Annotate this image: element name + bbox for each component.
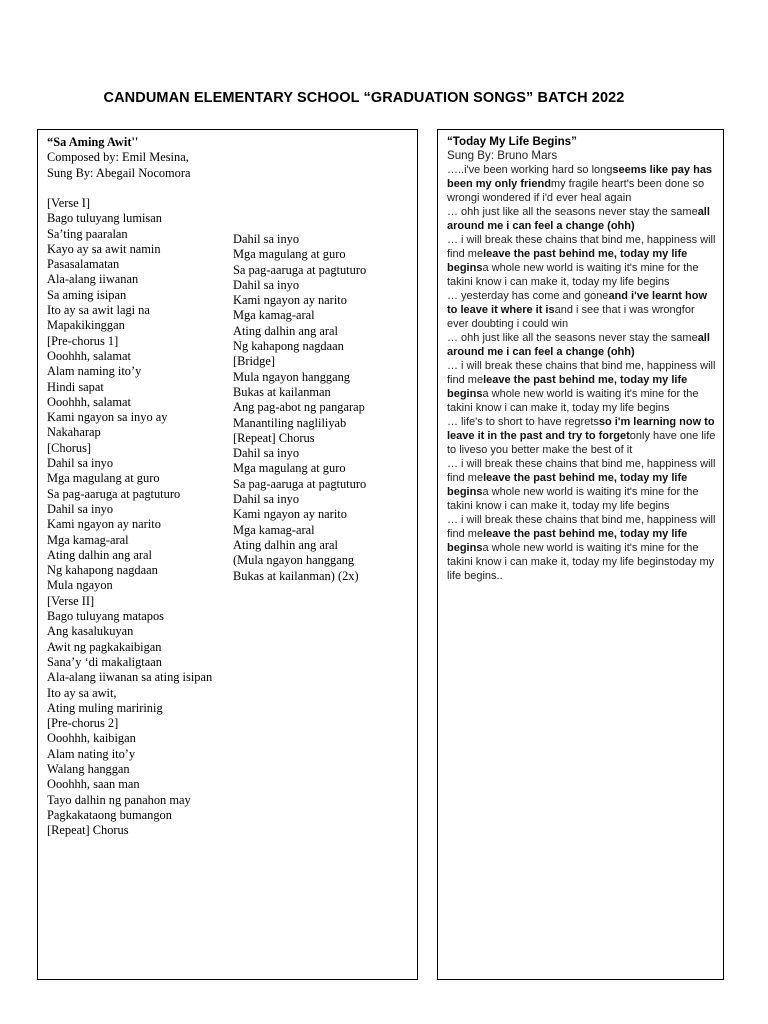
lyric-segment: my fragile heart's been done so wrongi wondered if i'd ever heal again (447, 178, 705, 204)
lyric-line: Kami ngayon ay narito (233, 507, 347, 522)
song-box-today-my-life-begins (437, 129, 724, 980)
lyric-stanza (447, 415, 719, 457)
lyric-line: Nakaharap (47, 425, 101, 440)
singer-credit: Sung By: Abegail Nocomora (47, 165, 191, 180)
lyric-stanza (447, 205, 719, 233)
lyric-line: Pagkakataong bumangon (47, 807, 172, 822)
lyric-line: Ang pag-abot ng pangarap (233, 400, 365, 415)
lyric-line: Sa pag-aaruga at pagtuturo (233, 262, 367, 277)
lyric-stanza (447, 331, 719, 359)
lyric-bold-segment: all around me i can feel a change (ohh) (447, 332, 710, 358)
song-box-sa-aming-awit (37, 129, 418, 980)
lyric-line: Dahil sa inyo (233, 446, 300, 461)
lyric-line: Bukas at kailanman) (2x) (233, 568, 359, 583)
lyric-line: Sa’ting paaralan (47, 226, 128, 241)
lyric-segment: … i will break these chains that bind me, happiness will find me (447, 458, 716, 484)
lyric-line: Mga kamag-aral (233, 522, 315, 537)
lyrics-column-2 (233, 232, 413, 584)
lyric-segment: and i see that i was wrongfor ever doubting i could win (447, 304, 695, 330)
lyric-line: Ating muling maririnig (47, 700, 163, 715)
lyric-line: Mga magulang at guro (47, 471, 160, 486)
lyric-line: Ala-alang iiwanan (47, 272, 139, 287)
lyric-line: Mga magulang at guro (233, 247, 346, 262)
lyric-bold-segment: leave the past behind me, today my life begins (447, 528, 688, 554)
lyric-line: Sana’y ‘di makaligtaan (47, 654, 162, 669)
lyric-segment: … life's to short to have regrets (447, 416, 599, 428)
lyric-line: [Chorus] (47, 440, 92, 455)
lyric-line: Alam naming ito’y (47, 364, 142, 379)
lyric-line: Sa pag-aaruga at pagtuturo (233, 476, 367, 491)
lyric-bold-segment: and i've learnt how to leave it where it is (447, 290, 708, 316)
lyric-stanza (447, 359, 719, 415)
lyric-line: Hindi sapat (47, 379, 104, 394)
lyric-line: Kayo ay sa awit namin (47, 241, 161, 256)
lyric-segment: … yesterday has come and gone (447, 290, 609, 302)
lyric-line: Tayo dalhin ng panahon may (47, 792, 191, 807)
lyric-line: Bago tuluyang matapos (47, 609, 165, 624)
lyric-line: [Verse II] (47, 593, 95, 608)
lyric-line: Ooohhh, salamat (47, 394, 131, 409)
lyric-segment: a whole new world is waiting it's mine for the takini know i can make it, today my life begins (447, 486, 699, 512)
lyric-line: Ating dalhin ang aral (233, 323, 338, 338)
lyric-line: Ala-alang iiwanan sa ating isipan (47, 670, 213, 685)
document-title: CANDUMAN ELEMENTARY SCHOOL “GRADUATION SONGS” BATCH 2022 (103, 90, 625, 106)
song-title: “Today My Life Begins” (447, 135, 577, 148)
lyric-line: [Repeat] Chorus (233, 430, 315, 445)
lyric-line: Sa aming isipan (47, 287, 127, 302)
lyric-line: [Verse I] (47, 196, 90, 210)
lyric-segment: only have one life to liveso you better make the best of it (447, 430, 716, 456)
song-content (447, 135, 719, 583)
lyric-line: [Repeat] Chorus (47, 823, 129, 838)
lyric-line: Mapakikinggan (47, 318, 125, 333)
lyric-line: Kami ngayon sa inyo ay (47, 410, 168, 425)
lyric-line: Bago tuluyang lumisan (47, 211, 162, 226)
lyric-line: Mula ngayon (47, 578, 113, 593)
lyric-segment: … ohh just like all the seasons never stay the same (447, 332, 698, 344)
lyric-bold-segment: leave the past behind me, today my life begins (447, 374, 688, 400)
lyric-segment: a whole new world is waiting it's mine for the takini know i can make it, today my life beginstoday my life begins.. (447, 542, 715, 582)
lyric-stanza (447, 233, 719, 289)
lyric-bold-segment: so i'm learning now to leave it in the past and try to forget (447, 416, 715, 442)
lyric-line: Ooohhh, saan man (47, 777, 140, 792)
lyric-segment: … i will break these chains that bind me, happiness will find me (447, 234, 716, 260)
lyrics-body (447, 163, 719, 583)
lyric-line: Dahil sa inyo (233, 492, 300, 507)
lyric-line: Dahil sa inyo (47, 501, 114, 516)
lyric-segment: a whole new world is waiting it's mine for the takini know i can make it, today my life begins (447, 262, 699, 288)
lyric-line: Mga kamag-aral (233, 308, 315, 323)
lyric-line: Kami ngayon ay narito (47, 517, 161, 532)
lyric-line: Ng kahapong nagdaan (233, 339, 344, 354)
lyric-segment: … ohh just like all the seasons never stay the same (447, 206, 698, 218)
lyric-stanza (447, 289, 719, 331)
lyric-line: Bukas at kailanman (233, 384, 331, 399)
lyric-line: Mula ngayon hanggang (233, 369, 350, 384)
lyric-line: Pasasalamatan (47, 257, 120, 272)
lyric-line: Ooohhh, kaibigan (47, 731, 136, 746)
lyric-line: Awit ng pagkakaibigan (47, 639, 162, 654)
lyric-line: Ito ay sa awit, (47, 685, 117, 700)
lyric-stanza (447, 513, 719, 583)
lyric-line: [Pre-chorus 2] (47, 716, 119, 731)
lyric-line: [Bridge] (233, 354, 275, 369)
lyric-line: Ang kasalukuyan (47, 624, 134, 639)
lyric-line: Ating dalhin ang aral (233, 537, 338, 552)
composer-credit: Composed by: Emil Mesina, (47, 150, 189, 165)
lyric-line: Ito ay sa awit lagi na (47, 303, 150, 318)
lyric-line: Mga kamag-aral (47, 532, 129, 547)
lyric-segment: … i will break these chains that bind me, happiness will find me (447, 360, 716, 386)
lyric-line: [Pre-chorus 1] (47, 333, 119, 348)
lyrics-column-1 (47, 196, 224, 838)
lyric-line: Dahil sa inyo (47, 456, 114, 471)
lyric-segment: … i will break these chains that bind me, happiness will find me (447, 514, 716, 540)
lyric-line: Walang hanggan (47, 761, 130, 776)
lyric-line: Alam nating ito’y (47, 746, 136, 761)
lyric-bold-segment: all around me i can feel a change (ohh) (447, 206, 710, 232)
lyric-line: Dahil sa inyo (233, 277, 300, 292)
lyric-line: Dahil sa inyo (233, 232, 300, 246)
song-header (47, 135, 407, 181)
lyric-bold-segment: leave the past behind me, today my life begins (447, 248, 688, 274)
singer-credit: Sung By: Bruno Mars (447, 149, 558, 162)
lyric-line: Kami ngayon ay narito (233, 293, 347, 308)
lyric-segment: a whole new world is waiting it's mine for the takini know i can make it, today my life begins (447, 388, 699, 414)
lyric-line: Manantiling nagliliyab (233, 415, 347, 430)
lyric-line: Ng kahapong nagdaan (47, 563, 158, 578)
lyric-stanza (447, 457, 719, 513)
lyric-segment: …..i've been working hard so long (447, 164, 613, 176)
lyric-stanza (447, 163, 719, 205)
lyric-line: Ooohhh, salamat (47, 348, 131, 363)
lyric-line: Ating dalhin ang aral (47, 547, 152, 562)
lyric-line: Sa pag-aaruga at pagtuturo (47, 486, 181, 501)
lyric-bold-segment: seems like pay has been my only friend (447, 164, 713, 190)
lyric-line: (Mula ngayon hanggang (233, 553, 355, 568)
lyric-line: Mga magulang at guro (233, 461, 346, 476)
lyric-bold-segment: leave the past behind me, today my life begins (447, 472, 688, 498)
song-title: “Sa Aming Awit'' (47, 135, 139, 149)
